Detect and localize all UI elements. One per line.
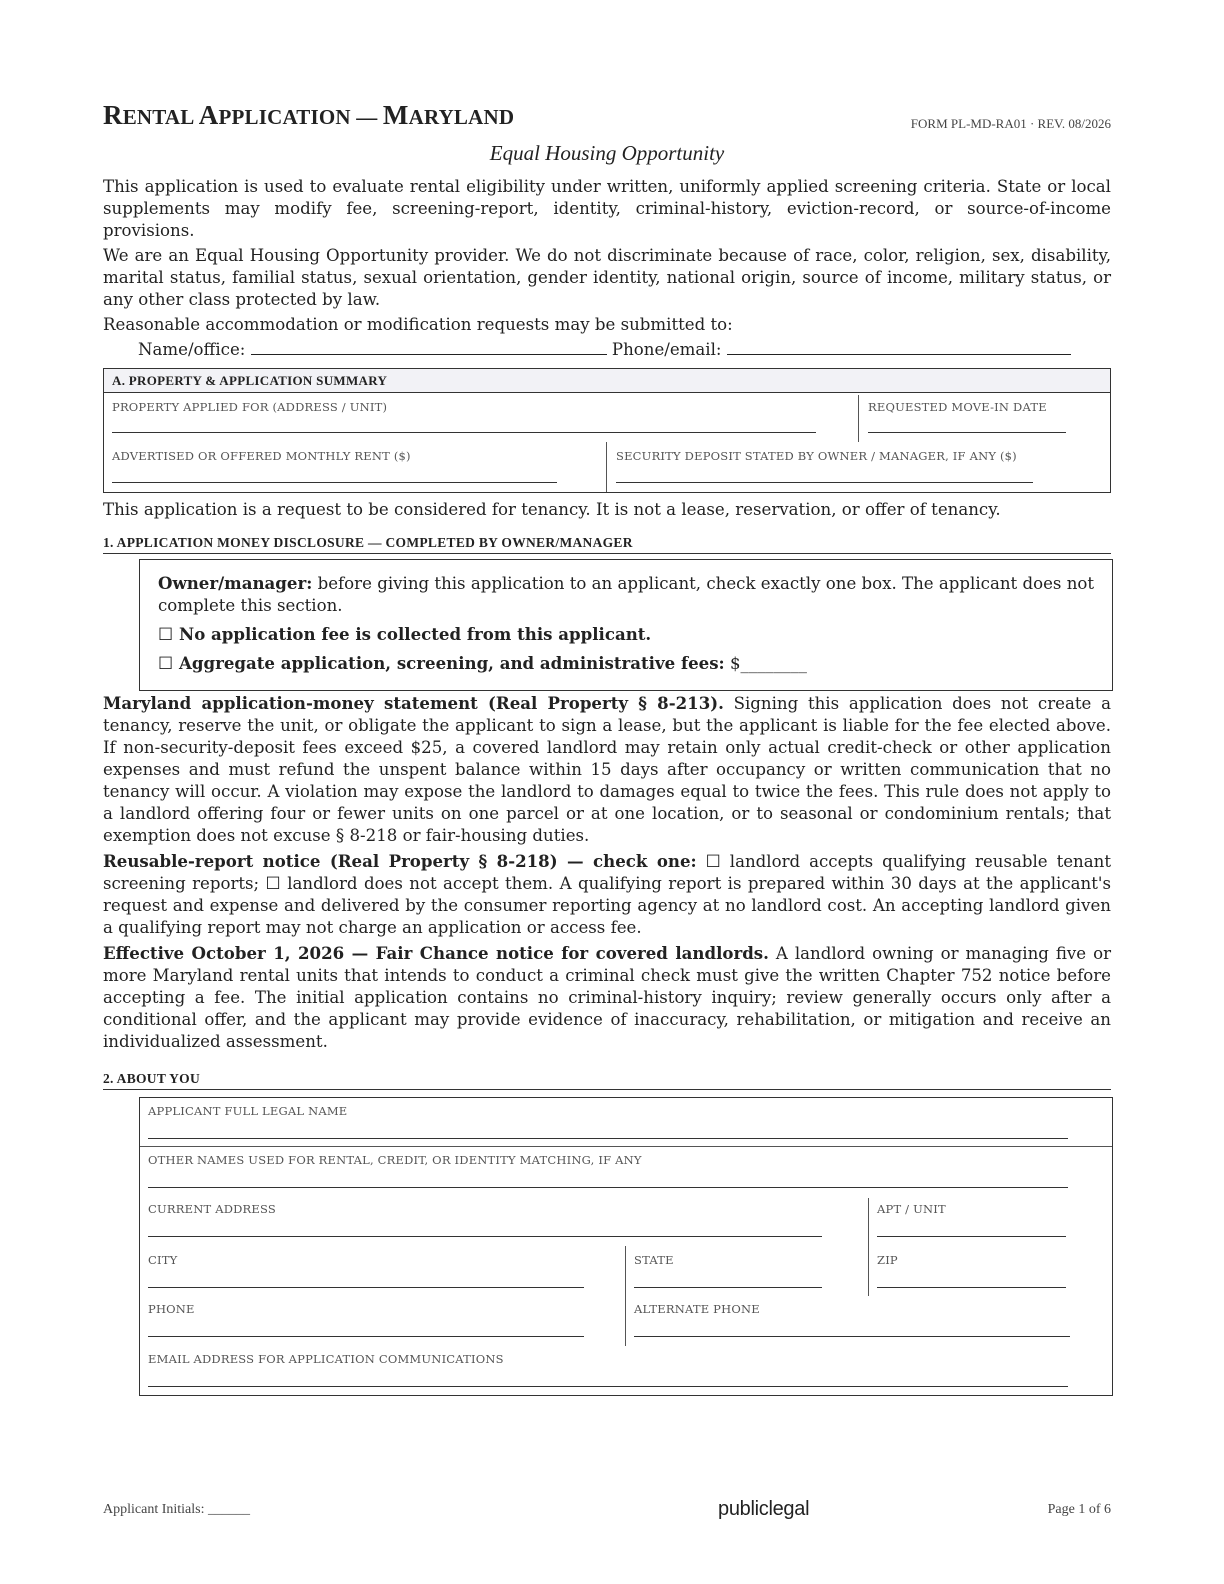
request-note: This application is a request to be considered for tenancy. It is not a lease, reservation, or offer of tenancy. <box>103 500 1001 519</box>
form-number: FORM PL-MD-RA01 · REV. 08/2026 <box>910 116 1111 131</box>
fair-chance-notice: Effective October 1, 2026 — Fair Chance notice for covered landlords. A landlord owning or managing five or more Maryland rental units that intends to conduct a criminal check must give the written Chapter 752 notice before accepting a fee. The initial application contains no criminal-history inquiry; review generally occurs only after a conditional offer, and the applicant may provide evidence of inaccuracy, rehabilitation, or mitigation and receive an individualized assessment. <box>103 943 1111 1051</box>
apt-unit-label: APT / UNIT <box>877 1202 946 1216</box>
section-1-heading: 1. APPLICATION MONEY DISCLOSURE — COMPLETED BY OWNER/MANAGER <box>103 535 1111 554</box>
alt-phone-label: ALTERNATE PHONE <box>634 1302 760 1316</box>
alt-phone-field[interactable] <box>634 1336 1070 1337</box>
intro-paragraph-3: Reasonable accommodation or modification requests may be submitted to: <box>103 315 733 334</box>
divider <box>606 442 607 492</box>
aggregate-fee-option: ☐ Aggregate application, screening, and administrative fees: $________ <box>158 653 807 674</box>
section-a-heading: A. PROPERTY & APPLICATION SUMMARY <box>104 369 1110 393</box>
form-title: RENTAL APPLICATION — MARYLAND <box>103 100 515 130</box>
zip-label: ZIP <box>877 1253 898 1267</box>
page-footer <box>103 1498 1111 1522</box>
email-label: EMAIL ADDRESS FOR APPLICATION COMMUNICATIONS <box>148 1352 504 1366</box>
apt-unit-field[interactable] <box>877 1236 1066 1237</box>
about-you-box <box>139 1097 1113 1396</box>
full-name-label: APPLICANT FULL LEGAL NAME <box>148 1104 348 1118</box>
state-field[interactable] <box>634 1287 822 1288</box>
accommodation-contact-row <box>103 339 1111 361</box>
section-2-heading: 2. ABOUT YOU <box>103 1071 1111 1090</box>
deposit-field[interactable] <box>616 482 1033 483</box>
intro-section <box>103 176 1111 361</box>
applicant-initials[interactable]: Applicant Initials: ______ <box>103 1502 250 1517</box>
other-names-field[interactable] <box>148 1187 1068 1188</box>
accepts-reports-checkbox[interactable]: ☐ <box>705 852 721 872</box>
phone-label: PHONE <box>148 1302 195 1316</box>
divider <box>858 395 859 442</box>
phone-email-label: Phone/email: <box>611 340 722 359</box>
reusable-report-notice: Reusable-report notice (Real Property § 8-218) — check one: ☐ landlord accepts qualifying reusable tenant screening reports; ☐ landlord does not accept them. A qualifying report is prepared within 30 days at the applicant's request and expense and delivered by the consumer reporting agency at no landlord cost. An accepting landlord given a qualifying report may not charge an application or access fee. <box>103 851 1111 937</box>
property-label: PROPERTY APPLIED FOR (ADDRESS / UNIT) <box>112 400 388 414</box>
publiclegal-logo: publiclegal <box>718 1498 810 1520</box>
city-label: CITY <box>148 1253 178 1267</box>
section-1-statements <box>103 692 1111 1053</box>
property-summary-box <box>103 368 1111 493</box>
email-field[interactable] <box>148 1386 1068 1387</box>
current-address-label: CURRENT ADDRESS <box>148 1202 276 1216</box>
name-office-field[interactable] <box>251 339 607 355</box>
md-application-money-statement: Maryland application-money statement (Real Property § 8-213). Signing this application does not create a tenancy, reserve the unit, or obligate the applicant to sign a lease, but the applicant is liable for the fee elected above. If non-security-deposit fees exceed $25, a covered landlord may retain only actual credit-check or other application expenses and must refund the unspent balance within 15 days after occupancy or written communication that no tenancy will occur. A violation may expose the landlord to damages equal to twice the fees. This rule does not apply to a landlord offering four or fewer units on one parcel or at one location, or to seasonal or condominium rentals; that exemption does not excuse § 8-218 or fair-housing duties. <box>103 693 1111 845</box>
divider <box>625 1246 626 1346</box>
deposit-label: SECURITY DEPOSIT STATED BY OWNER / MANAGER, IF ANY ($) <box>616 449 1017 463</box>
rent-label: ADVERTISED OR OFFERED MONTHLY RENT ($) <box>112 449 411 463</box>
no-fee-checkbox[interactable]: ☐ <box>158 625 174 645</box>
full-name-field[interactable] <box>148 1138 1068 1139</box>
phone-field[interactable] <box>148 1336 584 1337</box>
intro-paragraph-2: We are an Equal Housing Opportunity provider. We do not discriminate because of race, color, religion, sex, disability, marital status, familial status, sexual orientation, gender identity, national origin, source of income, military status, or any other class protected by law. <box>103 246 1111 309</box>
movein-label: REQUESTED MOVE-IN DATE <box>868 400 1047 414</box>
page-number: Page 1 of 6 <box>1047 1502 1111 1517</box>
intro-paragraph-1: This application is used to evaluate rental eligibility under written, uniformly applied screening criteria. State or local supplements may modify fee, screening-report, identity, criminal-history, eviction-record, or source-of-income provisions. <box>103 177 1111 240</box>
zip-field[interactable] <box>877 1287 1066 1288</box>
aggregate-fee-checkbox[interactable]: ☐ <box>158 654 174 674</box>
fee-amount-field[interactable]: $________ <box>724 654 807 673</box>
current-address-field[interactable] <box>148 1236 822 1237</box>
other-names-label: OTHER NAMES USED FOR RENTAL, CREDIT, OR IDENTITY MATCHING, IF ANY <box>148 1153 642 1167</box>
owner-instructions: Owner/manager: before giving this application to an applicant, check exactly one box. The applicant does not complete this section. <box>158 573 1095 615</box>
no-fee-option: ☐ No application fee is collected from this applicant. <box>158 624 652 645</box>
name-office-label: Name/office: <box>138 340 246 359</box>
divider <box>140 1146 1112 1147</box>
movein-date-field[interactable] <box>868 432 1066 433</box>
divider <box>868 1198 869 1296</box>
rejects-reports-checkbox[interactable]: ☐ <box>265 874 281 894</box>
equal-housing-subtitle: Equal Housing Opportunity <box>489 141 725 165</box>
property-field[interactable] <box>112 432 816 433</box>
phone-email-field[interactable] <box>727 339 1071 355</box>
document-header <box>103 100 1111 140</box>
owner-disclosure-box <box>139 559 1113 691</box>
rent-field[interactable] <box>112 482 557 483</box>
state-label: STATE <box>634 1253 674 1267</box>
city-field[interactable] <box>148 1287 584 1288</box>
